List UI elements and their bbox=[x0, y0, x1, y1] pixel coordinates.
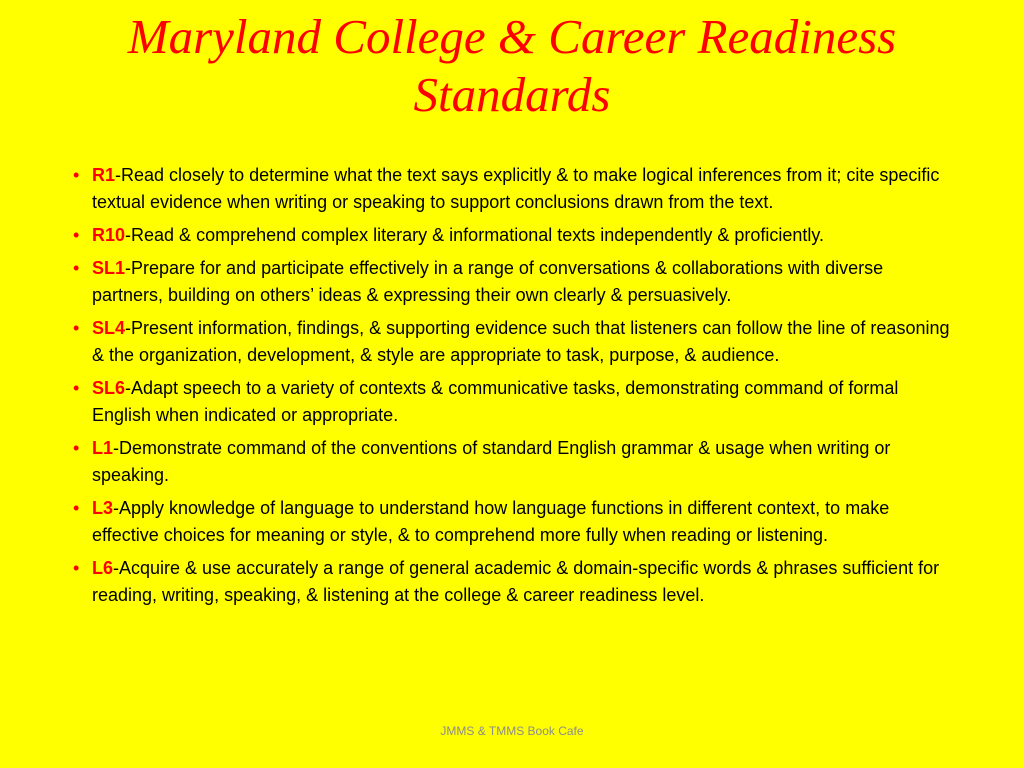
standard-text: -Present information, findings, & supporting evidence such that listeners can follow the line of reasoning & the organization, development, & style are appropriate to task, purpose, & audience. bbox=[92, 318, 950, 365]
bullet-icon: • bbox=[73, 258, 80, 278]
standard-code: L1 bbox=[92, 438, 114, 458]
bullet-icon: • bbox=[73, 165, 80, 185]
standard-text: -Demonstrate command of the conventions of standard English grammar & usage when writing or speaking. bbox=[92, 438, 891, 485]
list-item bbox=[73, 555, 953, 609]
list-item bbox=[73, 255, 953, 309]
standard-text: -Acquire & use accurately a range of general academic & domain-specific words & phrases sufficient for reading, writing, speaking, & listening at the college & career readiness level. bbox=[92, 558, 940, 605]
standard-text: -Adapt speech to a variety of contexts & communicative tasks, demonstrating command of formal English when indicated or appropriate. bbox=[92, 378, 899, 425]
standard-code: L3 bbox=[92, 498, 114, 518]
list-item bbox=[73, 375, 953, 429]
slide-title bbox=[40, 8, 984, 124]
standard-code: R10 bbox=[92, 225, 126, 245]
standard-text: -Apply knowledge of language to understand how language functions in different context, to make effective choices for meaning or style, & to comprehend more fully when reading or listening. bbox=[92, 498, 890, 545]
bullet-icon: • bbox=[73, 318, 80, 338]
standard-code: SL1 bbox=[92, 258, 126, 278]
title-line-2: Standards bbox=[413, 67, 611, 122]
standard-code: L6 bbox=[92, 558, 114, 578]
list-item bbox=[73, 222, 953, 249]
bullet-icon: • bbox=[73, 498, 80, 518]
list-item bbox=[73, 435, 953, 489]
standards-list bbox=[73, 162, 953, 615]
bullet-icon: • bbox=[73, 438, 80, 458]
standard-code: SL4 bbox=[92, 318, 126, 338]
bullet-icon: • bbox=[73, 378, 80, 398]
bullet-icon: • bbox=[73, 558, 80, 578]
footer-text: JMMS & TMMS Book Cafe bbox=[440, 724, 584, 738]
standard-code: R1 bbox=[92, 165, 116, 185]
standard-text: -Prepare for and participate effectively in a range of conversations & collaborations with diverse partners, building on others’ ideas & expressing their own clearly & persuasively. bbox=[92, 258, 884, 305]
title-line-1: Maryland College & Career Readiness bbox=[127, 9, 897, 64]
bullet-icon: • bbox=[73, 225, 80, 245]
list-item bbox=[73, 162, 953, 216]
list-item bbox=[73, 495, 953, 549]
standard-code: SL6 bbox=[92, 378, 126, 398]
standard-text: -Read closely to determine what the text says explicitly & to make logical inferences from it; cite specific textual evidence when writing or speaking to support conclusions drawn from the text. bbox=[92, 165, 940, 212]
list-item bbox=[73, 315, 953, 369]
standard-text: -Read & comprehend complex literary & informational texts independently & proficiently. bbox=[125, 225, 825, 245]
